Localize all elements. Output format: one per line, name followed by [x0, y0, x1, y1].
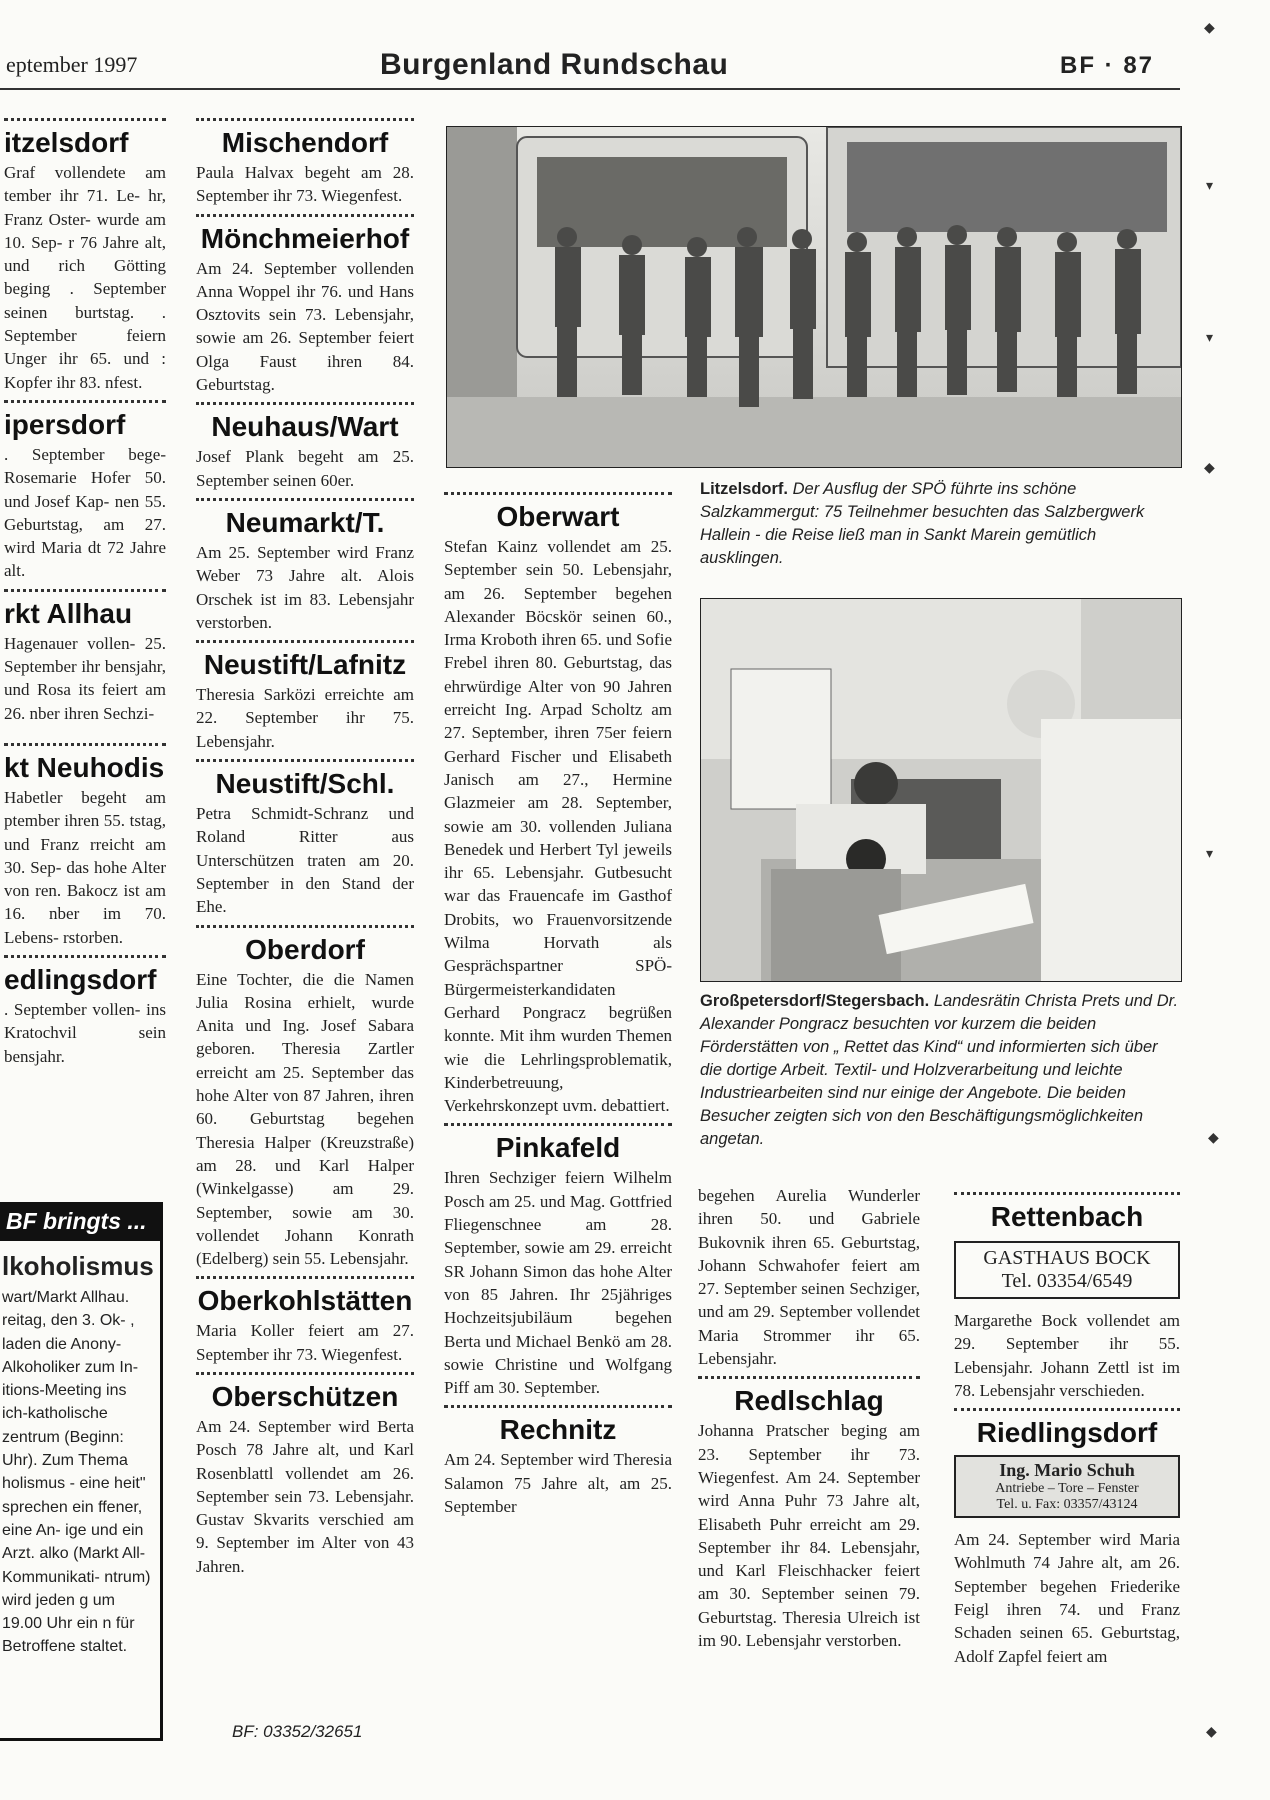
rettenbach-text: Margarethe Bock vollendet am 29. September ihr 55. Lebensjahr. Johann Zettl ist im 78. Lebensjahr verschieden. — [954, 1311, 1180, 1400]
column-5 — [954, 1192, 1180, 1668]
article-title: Oberwart — [496, 501, 620, 532]
article-litzelsdorf — [4, 118, 166, 394]
divider — [4, 118, 166, 121]
photo1-caption-place: Litzelsdorf. — [700, 480, 789, 498]
article-title: Neumarkt/T. — [225, 506, 385, 538]
article-rechnitz — [444, 1405, 672, 1518]
article-text: Josef Plank begeht am 25. September seinen 60er. — [196, 447, 414, 490]
article-text: begehen Aurelia Wunderler ihren 50. und Gabriele Bukovnik ihren 65. Geburtstag, Johann Schwahofer feiert am 27. September seinen Sechziger, und am 29. September vollendet Maria Strommer ihr 65. Lebensjahr. — [698, 1186, 920, 1369]
article-redlschlag — [698, 1376, 920, 1652]
article-oberkohlstaetten — [196, 1276, 414, 1366]
divider — [196, 759, 414, 762]
column-1 — [4, 118, 166, 1074]
article-text: Am 24. September wird Theresia Salamon 75 Jahre alt, am 25. September — [444, 1450, 672, 1516]
divider — [954, 1192, 1180, 1195]
article-pinkafeld — [444, 1123, 672, 1399]
article-text: Maria Koller feiert am 27. September ihr 73. Wiegenfest. — [196, 1321, 414, 1364]
article-text: Habetler begeht am ptember ihren 55. tstag, und Franz rreicht am 30. Sep- das hohe Alter von ren. Bakocz ist am 16. nber im 70. Lebens- rstorben. — [4, 787, 166, 947]
photo-workshop — [700, 598, 1182, 982]
article-title: itzelsdorf — [4, 127, 129, 158]
rettenbach-title: Rettenbach — [990, 1201, 1144, 1232]
article-title: Oberschützen — [211, 1380, 399, 1412]
article-title: kt Neuhodis — [4, 751, 165, 783]
divider — [444, 1123, 672, 1126]
article-title: Rechnitz — [499, 1414, 617, 1446]
ad-phone: Tel. 03354/6549 — [1001, 1270, 1133, 1292]
article-title: Neuhaus/Wart — [211, 411, 399, 443]
page-number: BF · 87 — [1060, 52, 1155, 79]
article-text: Eine Tochter, die die Namen Julia Rosina erhielt, wurde Anita und Ing. Josef Sabara geboren. Theresia Zartler erreicht am 25. September das hohe Alter von 87 Jahren, ihren 60. Geburtstag begehen Theresia Halper (Kreuzstraße) am 28. und Karl Halper (Winkelgasse) am 29. September, sowie am 30. vollendet Johann Konrath (Edelberg) sein 55. Lebensjahr. — [196, 969, 414, 1269]
ad-name: Ing. Mario Schuh — [999, 1460, 1135, 1481]
article-pinkafeld-part — [4, 400, 166, 583]
article-text: Graf vollendete am tember ihr 71. Le- hr, Franz Oster- wurde am 10. Sep- r 76 Jahre alt, und rich Götting beging . September seinen burtstag. . September feiern Unger ihr 65. und : Kopfer ihr 83. nfest. — [4, 163, 166, 392]
bf-bringts-body — [0, 1251, 160, 1659]
newspaper-title: Burgenland Rundschau — [380, 48, 729, 81]
margin-mark: ◆ — [1208, 1130, 1219, 1146]
article-mischendorf — [196, 118, 414, 208]
article-neustift-schl — [196, 759, 414, 918]
bus-group-image — [447, 127, 1181, 467]
article-title: Redlschlag — [734, 1385, 884, 1417]
article-title: Mischendorf — [221, 127, 389, 158]
article-neumarkt — [196, 498, 414, 634]
article-text: . September vollen- ins Kratochvil sein bensjahr. — [4, 1000, 166, 1066]
article-moenchmeierhof — [196, 214, 414, 397]
margin-mark: ◆ — [1204, 460, 1215, 476]
bf-bringts-title: lkoholismus — [2, 1251, 154, 1281]
gasthaus-bock-ad — [954, 1241, 1180, 1299]
column-4 — [698, 1184, 920, 1658]
divider — [444, 1405, 672, 1408]
photo2-caption-text: Landesrätin Christa Prets und Dr. Alexander Pongracz besuchten vor kurzem die beiden Förderstätten von „ Rettet das Kind“ und informierten sich über die dortige Arbeit. Textil- und Holzverarbeitung und leichte Industriearbeiten sind nur einige der Angebote. Die beiden Besucher zeigten sich von den Beschäftigungsmöglichkeiten angetan. — [700, 992, 1179, 1148]
article-markt-neuhodis — [4, 743, 166, 949]
article-text: Hagenauer vollen- 25. September ihr bensjahr, und Rosa its feiert am 26. nber ihren Sechzi- — [4, 633, 166, 723]
riedlingsdorf-title: Riedlingsdorf — [976, 1417, 1158, 1449]
divider — [196, 498, 414, 501]
article-pinkafeld-cont — [698, 1184, 920, 1370]
column-3 — [444, 492, 672, 1524]
margin-mark: ▾ — [1206, 178, 1214, 194]
article-text: Stefan Kainz vollendet am 25. September sein 50. Lebensjahr, am 26. September begehen Alexander Böcskör seinen 60., Irma Kroboth ihren 65. und Sofie Frebel ihren 80. Geburtstag, das ehrwürdige Alter von 90 Jahren erreicht Ing. Arpad Scholtz am 27. September, ihren 75er feiern Gerhard Fischer und Elisabeth Janisch am 27., Hermine Glazmeier am 28. September, sowie am 30. vollenden Juliana Benedek und Herbert Tyl jeweils ihr 65. Lebensjahr. Gutbesucht war das Frauencafe im Gasthof Drobits, wo Frauenvorsitzende Wilma Horvath als Gesprächspartner SPÖ-Bürgermeisterkandidaten Gerhard Pongracz begrüßen konnte. Mit ihm wurden Themen wie die Lehrlingsproblematik, Kinderbetreuung, Verkehrskonzept uvm. debattiert. — [444, 537, 672, 1116]
photo2-caption — [700, 990, 1180, 1151]
divider — [196, 1372, 414, 1375]
mario-schuh-ad — [954, 1455, 1180, 1518]
divider — [4, 955, 166, 958]
divider — [4, 743, 166, 746]
divider — [196, 118, 414, 121]
divider — [196, 402, 414, 405]
article-neuhaus-wart — [196, 402, 414, 492]
photo-bus-group — [446, 126, 1182, 468]
article-title: Neustift/Lafnitz — [203, 649, 407, 681]
ad-name: GASTHAUS BOCK — [983, 1247, 1151, 1269]
article-text: Ihren Sechziger feiern Wilhelm Posch am 25. und Mag. Gottfried Fliegenschnee am 28. September, sowie am 29. erreicht SR Johann Simon das hohe Alter von 85 Jahren. Ihr 25jähriges Hochzeitsjubiläum begehen Berta und Michael Benkö am 28. sowie Christine und Wolfgang Piff am 30. September. — [444, 1168, 672, 1398]
article-text: Theresia Sarközi erreichte am 22. September ihr 75. Lebensjahr. — [196, 685, 414, 751]
margin-mark: ◆ — [1206, 1724, 1217, 1740]
divider — [196, 640, 414, 643]
bf-bringts-box — [0, 1202, 163, 1741]
divider — [196, 214, 414, 217]
divider — [954, 1408, 1180, 1411]
ad-phone: Tel. u. Fax: 03357/43124 — [996, 1497, 1138, 1513]
divider — [444, 492, 672, 495]
article-text: Am 24. September vollenden Anna Woppel ihr 76. und Hans Osztovits sein 73. Lebensjahr, sowie am 26. September feiert Olga Faust ihren 84. Geburtstag. — [196, 258, 414, 395]
divider — [4, 400, 166, 403]
bf-phone-footer: BF: 03352/32651 — [232, 1722, 363, 1741]
bf-bringts-bar: BF bringts ... — [0, 1202, 160, 1241]
article-title: rkt Allhau — [4, 597, 133, 629]
article-title: Oberkohlstätten — [197, 1285, 413, 1317]
divider — [4, 589, 166, 592]
photo1-caption-text: Der Ausflug der SPÖ führte ins schöne Salzkammergut: 75 Teilnehmer besuchten das Salzbergwerk Hallein - die Reise ließ man in Sankt Marein gemütlich ausklingen. — [700, 480, 1145, 567]
article-text: Am 24. September wird Berta Posch 78 Jahre alt, und Karl Rosenblattl vollendet am 26. September sein 73. Lebensjahr. Gustav Skvarits verschied am 9. September im Alter von 43 Jahren. — [196, 1416, 414, 1576]
article-title: ipersdorf — [4, 408, 126, 440]
header-date: eptember 1997 — [6, 52, 138, 77]
article-oberschuetzen — [196, 1372, 414, 1578]
article-title: Oberdorf — [245, 933, 365, 965]
column-2 — [196, 118, 414, 1584]
margin-mark: ▾ — [1206, 330, 1214, 346]
margin-mark: ▾ — [1206, 846, 1214, 862]
photo1-caption — [700, 478, 1180, 570]
header-rule — [0, 88, 1180, 90]
bf-bringts-text: wart/Markt Allhau. reitag, den 3. Ok- , laden die Anony- Alkoholiker zum In- itions-Meeting ins ich-katholische zentrum (Beginn: Uhr). Zum Thema holismus - eine heit" sprechen ein ffener, eine An- ige und ein Arzt. alko (Markt All- Kommunikati- ntrum) wird jeden g um 19.00 Uhr ein n für Betroffene staltet. — [2, 1289, 151, 1656]
riedlingsdorf-text: Am 24. September wird Maria Wohlmuth 74 Jahre alt, am 26. September begehen Friederike Feigl ihren 74. und Franz Schaden seinen 65. Geburtstag, Adolf Zapfel feiert am — [954, 1530, 1180, 1666]
article-riedlingsdorf-part — [4, 955, 166, 1068]
article-text: Johanna Pratscher beging am 23. September ihr 73. Wiegenfest. Am 24. September wird Anna Puhr 73 Jahre alt, Elisabeth Puhr erreicht am 29. September ihr 84. Lebensjahr, und Karl Fleischhacker feiert am 30. September seinen 79. Geburtstag. Theresia Ulreich ist im 90. Lebensjahr verstorben. — [698, 1421, 920, 1651]
article-oberwart — [444, 492, 672, 1117]
ad-tagline: Antriebe – Tore – Fenster — [995, 1481, 1139, 1497]
article-title: edlingsdorf — [4, 964, 157, 996]
article-markt-allhau — [4, 589, 166, 725]
article-title: Neustift/Schl. — [215, 768, 395, 800]
divider — [196, 1276, 414, 1279]
article-text: Paula Halvax begeht am 28. September ihr 73. Wiegenfest. — [196, 163, 414, 206]
divider — [196, 925, 414, 928]
article-neustift-lafnitz — [196, 640, 414, 753]
divider — [698, 1376, 920, 1379]
article-title: Pinkafeld — [495, 1132, 621, 1164]
photo2-caption-place: Großpetersdorf/Stegersbach. — [700, 992, 930, 1010]
article-text: Am 25. September wird Franz Weber 73 Jahre alt. Alois Orschek ist im 83. Lebensjahr verstorben. — [196, 542, 414, 632]
article-title: Mönchmeierhof — [200, 222, 410, 254]
margin-mark: ◆ — [1204, 20, 1215, 36]
article-text: . September bege- Rosemarie Hofer 50. und Josef Kap- nen 55. Geburtstag, am 27. wird Maria dt 72 Jahre alt. — [4, 444, 166, 581]
article-oberdorf — [196, 925, 414, 1271]
workshop-image — [701, 599, 1181, 981]
article-text: Petra Schmidt-Schranz und Roland Ritter aus Unterschützen traten am 20. September in den Stand der Ehe. — [196, 804, 414, 917]
